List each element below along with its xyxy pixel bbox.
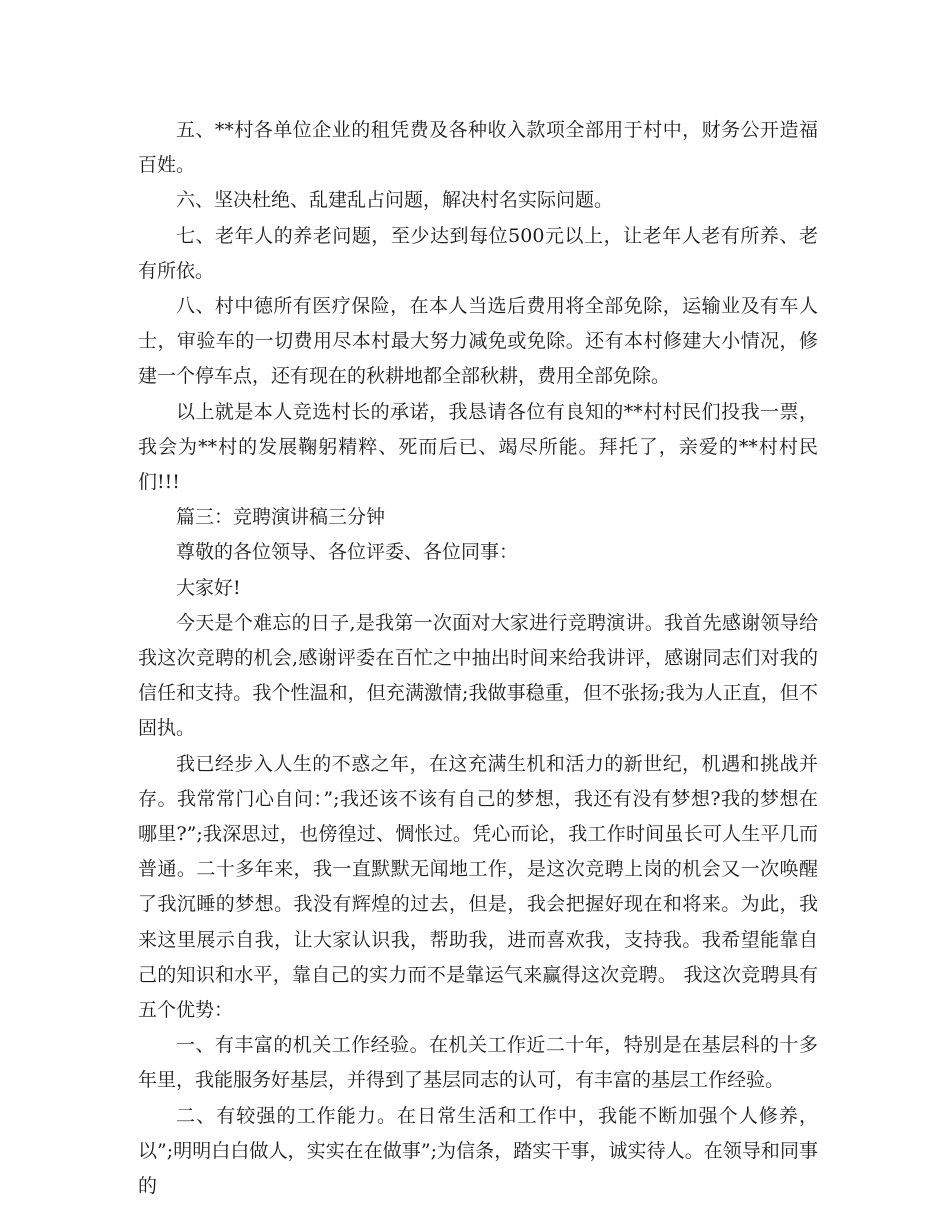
paragraph-advantage-two: 二、有较强的工作能力。在日常生活和工作中，我能不断加强个人修养，以”;明明白白做人，实实在在做事”;为信条，踏实干事，诚实待人。在领导和同事的	[138, 1104, 818, 1198]
paragraph-campaign-conclusion: 以上就是本人竞选村长的承诺，我恳请各位有良知的**村村民们投我一票，我会为**村的发展鞠躬精粹、死而后已、竭尽所能。拜托了，亲爱的**村村民们!!!	[138, 400, 818, 494]
paragraph-6-illegal-construction: 六、坚决杜绝、乱建乱占问题，解决村名实际问题。	[176, 189, 614, 212]
paragraph-dreams: 我已经步入人生的不惑之年，在这充满生机和活力的新世纪，机遇和挑战并存。我常常门心自问：”;我还该不该有自己的梦想，我还有没有梦想?我的梦想在哪里?”;我深思过，也傍徨过、惆怅过。凭心而论，我工作时间虽长可人生平几而普通。二十多年来，我一直默默无闻地工作，是这次竞聘上岗的机会又一次唤醒了我沉睡的梦想。我没有辉煌的过去，但是，我会把握好现在和将来。为此，我来这里展示自我，让大家认识我，帮助我，进而喜欢我，支持我。我希望能靠自己的知识和水平，靠自己的实力而不是靠运气来赢得这次竞聘。 我这次竞聘具有五个优势：	[138, 752, 818, 1022]
section-heading-part-three: 篇三：竞聘演讲稿三分钟	[176, 506, 386, 529]
paragraph-advantage-one: 一、有丰富的机关工作经验。在机关工作近二十年，特别是在基层科的十多年里，我能服务好基层，并得到了基层同志的认可，有丰富的基层工作经验。	[138, 1034, 818, 1092]
paragraph-7-elderly-care: 七、老年人的养老问题，至少达到每位500元以上，让老年人老有所养、老有所依。	[138, 224, 818, 282]
paragraph-5-village-finance: 五、**村各单位企业的租凭费及各种收入款项全部用于村中，财务公开造福百姓。	[138, 119, 818, 177]
greeting: 大家好!	[176, 576, 241, 599]
paragraph-8-medical-insurance: 八、村中德所有医疗保险，在本人当选后费用将全部免除，运输业及有车人士，审验车的一切费用尽本村最大努力减免或免除。还有本村修建大小情况，修建一个停车点，还有现在的秋耕地都全部秋耕，费用全部免除。	[138, 295, 818, 388]
paragraph-intro: 今天是个难忘的日子,是我第一次面对大家进行竞聘演讲。我首先感谢领导给我这次竞聘的机会,感谢评委在百忙之中抽出时间来给我讲评，感谢同志们对我的信任和支持。我个性温和，但充满激情;我做事稳重，但不张扬;我为人正直，但不固执。	[138, 611, 818, 740]
salutation: 尊敬的各位领导、各位评委、各位同事：	[176, 541, 519, 564]
document-body	[138, 113, 818, 1204]
